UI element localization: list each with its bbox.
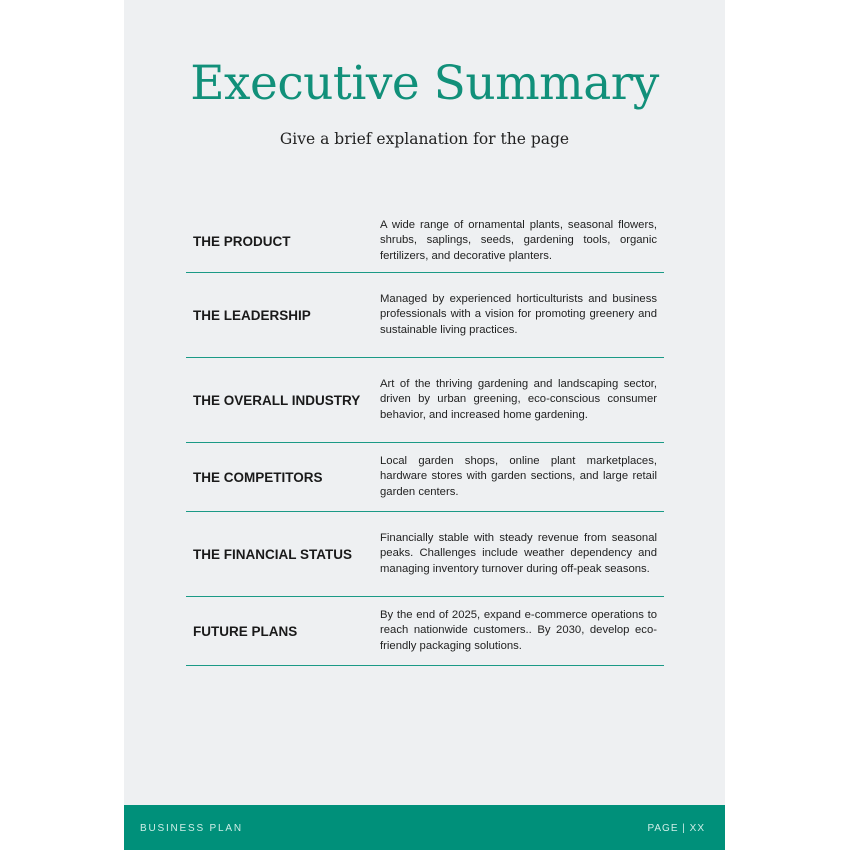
document-page: [124, 0, 725, 850]
row-description: Managed by experienced horticulturists and business professionals with a vision for promoting greenery and sustainable living practices.: [380, 293, 657, 336]
footer-doc-title: BUSINESS PLAN: [140, 823, 243, 834]
page-title: Executive Summary: [190, 56, 659, 111]
row-description: A wide range of ornamental plants, seasonal flowers, shrubs, saplings, seeds, gardening tools, organic fertilizers, and decorative planters.: [380, 219, 657, 262]
footer-page-number: PAGE | XX: [647, 823, 705, 834]
row-description: Local garden shops, online plant marketplaces, hardware stores with garden sections, and large retail garden centers.: [380, 455, 657, 498]
summary-row-financial: [186, 512, 664, 597]
row-description: Art of the thriving gardening and landscaping sector, driven by urban greening, eco-conscious consumer behavior, and increased home gardening.: [380, 378, 657, 421]
row-label: THE PRODUCT: [193, 233, 291, 249]
summary-row-product: [186, 210, 664, 273]
row-description: By the end of 2025, expand e-commerce operations to reach nationwide customers.. By 2030, develop eco-friendly packaging solutions.: [380, 609, 657, 652]
row-label: THE FINANCIAL STATUS: [193, 546, 352, 562]
summary-row-future: [186, 597, 664, 666]
row-label: FUTURE PLANS: [193, 623, 298, 639]
page-subtitle: Give a brief explanation for the page: [279, 130, 570, 148]
row-label: THE OVERALL INDUSTRY: [193, 392, 361, 408]
summary-row-competitors: [186, 443, 664, 512]
summary-row-industry: [186, 358, 664, 443]
page-footer: [124, 805, 725, 850]
row-label: THE LEADERSHIP: [193, 307, 311, 323]
row-description: Financially stable with steady revenue from seasonal peaks. Challenges include weather dependency and managing inventory turnover during off-peak seasons.: [380, 532, 657, 575]
summary-row-leadership: [186, 273, 664, 358]
row-label: THE COMPETITORS: [193, 469, 323, 485]
